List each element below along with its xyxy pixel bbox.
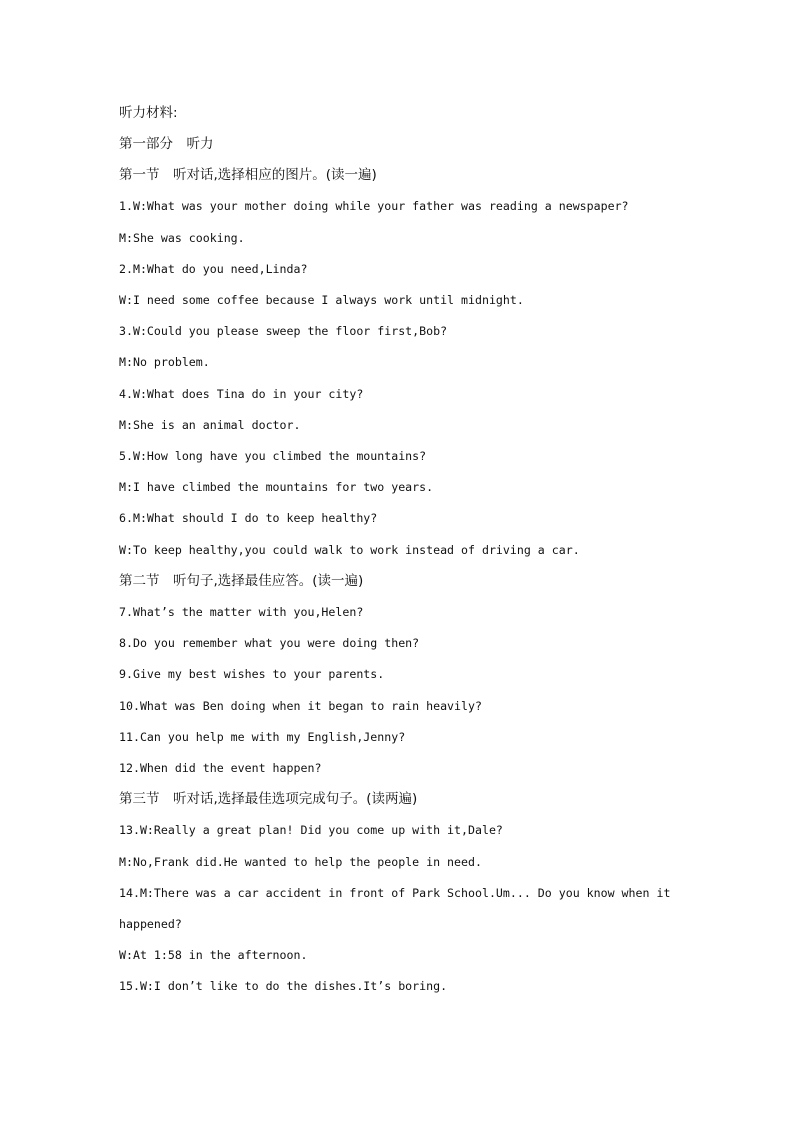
dialogue-line: 3.W:Could you please sweep the floor first,Bob?: [119, 324, 448, 338]
dialogue-line: M:She is an animal doctor.: [119, 418, 301, 432]
dialogue-line: M:No problem.: [119, 355, 210, 369]
dialogue-line: M:She was cooking.: [119, 231, 245, 245]
dialogue-line: 4.W:What does Tina do in your city?: [119, 387, 364, 401]
section-3-heading: 第三节 听对话,选择最佳选项完成句子。(读两遍): [119, 791, 418, 807]
dialogue-line: W:At 1:58 in the afternoon.: [119, 948, 308, 962]
dialogue-line: W:I need some coffee because I always work until midnight.: [119, 293, 524, 307]
section-1-heading: 第一节 听对话,选择相应的图片。(读一遍): [119, 167, 377, 183]
sentence-line: 7.What’s the matter with you,Helen?: [119, 605, 364, 619]
dialogue-line: 6.M:What should I do to keep healthy?: [119, 511, 378, 525]
dialogue-line: M:I have climbed the mountains for two years.: [119, 480, 434, 494]
dialogue-line: 5.W:How long have you climbed the mountains?: [119, 449, 427, 463]
sentence-line: 12.When did the event happen?: [119, 761, 322, 775]
sentence-line: 8.Do you remember what you were doing then?: [119, 636, 420, 650]
dialogue-line: happened?: [119, 917, 182, 931]
dialogue-line: 1.W:What was your mother doing while your father was reading a newspaper?: [119, 199, 629, 213]
dialogue-line: M:No,Frank did.He wanted to help the people in need.: [119, 855, 482, 869]
dialogue-line: W:To keep healthy,you could walk to work instead of driving a car.: [119, 543, 580, 557]
document-title: 听力材料:: [119, 105, 178, 121]
section-2-heading: 第二节 听句子,选择最佳应答。(读一遍): [119, 573, 364, 589]
dialogue-line: 14.M:There was a car accident in front of Park School.Um... Do you know when it: [119, 886, 671, 900]
sentence-line: 11.Can you help me with my English,Jenny?: [119, 730, 406, 744]
part-heading: 第一部分 听力: [119, 136, 214, 152]
dialogue-line: 13.W:Really a great plan! Did you come up with it,Dale?: [119, 823, 503, 837]
sentence-line: 9.Give my best wishes to your parents.: [119, 667, 385, 681]
dialogue-line: 2.M:What do you need,Linda?: [119, 262, 308, 276]
dialogue-line: 15.W:I don’t like to do the dishes.It’s boring.: [119, 979, 448, 993]
sentence-line: 10.What was Ben doing when it began to rain heavily?: [119, 699, 482, 713]
